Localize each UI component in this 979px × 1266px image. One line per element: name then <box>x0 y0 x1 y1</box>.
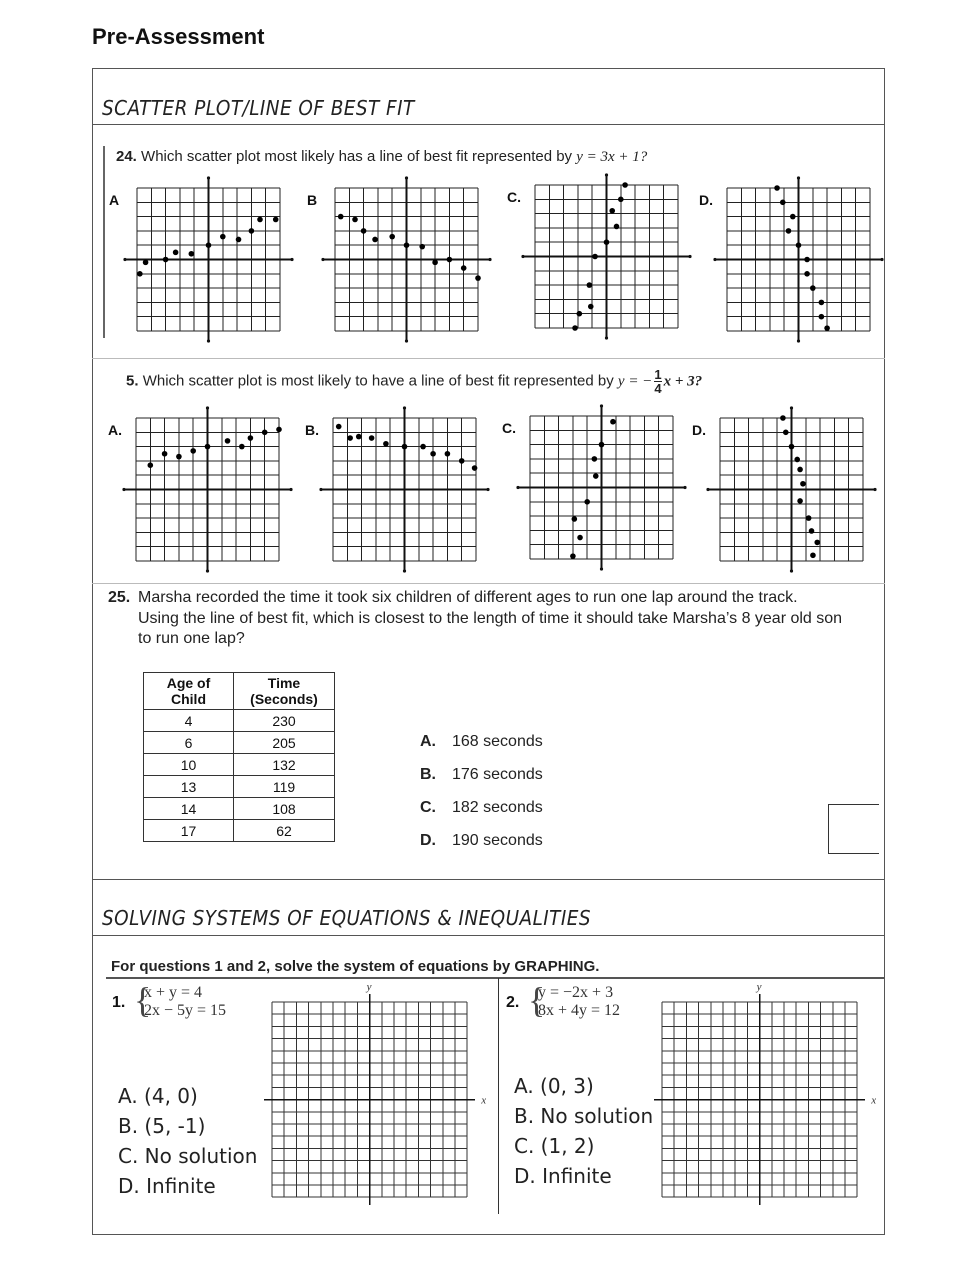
data-point <box>273 217 279 223</box>
cell-time: 108 <box>234 798 335 820</box>
data-point <box>819 314 825 320</box>
choice-b[interactable]: B. (5, -1) <box>118 1114 206 1138</box>
table-row <box>144 710 335 732</box>
data-point <box>148 462 154 468</box>
data-point <box>599 442 605 448</box>
q5-scatter-plot-3[interactable] <box>705 406 878 573</box>
axis-arrow <box>683 486 686 489</box>
data-point <box>239 444 245 450</box>
data-point <box>618 197 624 203</box>
equation-2: 2x − 5y = 15 <box>144 1002 227 1019</box>
cell-age: 4 <box>144 710 234 732</box>
data-point <box>236 237 242 243</box>
question-24 <box>116 148 647 166</box>
divider <box>92 879 885 880</box>
problem-number: 1. <box>112 994 126 1011</box>
table-row <box>144 798 335 820</box>
problem-number: 2. <box>506 994 520 1011</box>
q24-plot-label[interactable]: D. <box>699 192 713 208</box>
axis-arrow <box>873 488 876 491</box>
fraction-numerator: 1 <box>654 367 662 382</box>
data-point <box>461 265 467 271</box>
data-point <box>356 434 362 440</box>
axis-arrow <box>880 258 883 261</box>
divider <box>92 935 885 936</box>
choice-a[interactable]: A. (0, 3) <box>514 1074 594 1098</box>
q24-plot-label[interactable]: C. <box>507 189 521 205</box>
equation-suffix: x + 3? <box>663 373 703 390</box>
y-axis-label: y <box>366 982 372 993</box>
data-point <box>783 430 789 436</box>
axis-arrow <box>207 176 210 179</box>
data-point <box>389 234 395 240</box>
data-point <box>786 228 792 234</box>
axis-arrow <box>207 339 210 342</box>
data-point <box>459 458 465 464</box>
question-text: Which scatter plot is most likely to have a line of best fit represented by <box>142 372 614 390</box>
axis-arrow <box>688 255 691 258</box>
q5-plot-label[interactable]: D. <box>692 422 706 438</box>
axis-arrow <box>516 486 519 489</box>
data-point <box>609 208 615 214</box>
question-number: 24. <box>116 148 137 165</box>
axis-arrow <box>405 176 408 179</box>
question-text-line: Marsha recorded the time it took six children of different ages to run one lap around the track. <box>138 589 798 606</box>
axis-arrow <box>790 406 793 409</box>
data-point <box>809 528 815 534</box>
coordinate-grid-1[interactable] <box>260 982 505 1217</box>
cell-age: 14 <box>144 798 234 820</box>
q24-scatter-plot-1[interactable] <box>320 176 493 343</box>
data-point <box>220 234 226 240</box>
data-point <box>592 254 598 260</box>
q24-plot-label[interactable]: A <box>109 192 120 208</box>
axis-arrow <box>521 255 524 258</box>
choice-d[interactable]: D. Infinite <box>118 1174 216 1198</box>
data-point <box>276 427 282 433</box>
answer-choices-25 <box>420 725 543 857</box>
axis-arrow <box>605 336 608 339</box>
axis-arrow <box>600 567 603 570</box>
x-axis-label: x <box>871 1094 877 1107</box>
choice-c[interactable]: C. No solution <box>118 1144 258 1168</box>
section-heading-systems: SOLVING SYSTEMS OF EQUATIONS & INEQUALITIES <box>102 906 591 930</box>
axis-arrow <box>706 488 709 491</box>
data-point <box>404 242 410 248</box>
data-point <box>804 271 810 277</box>
divider <box>92 583 885 584</box>
data-point <box>604 239 610 245</box>
data-point <box>445 451 451 457</box>
axis-arrow <box>797 339 800 342</box>
divider <box>92 124 885 125</box>
axis-arrow <box>319 488 322 491</box>
section-heading-scatter: SCATTER PLOT/LINE OF BEST FIT <box>102 96 415 120</box>
data-point <box>383 441 389 447</box>
axis-arrow <box>123 258 126 261</box>
axis-arrow <box>206 569 209 572</box>
data-point <box>789 444 795 450</box>
data-point <box>447 257 453 263</box>
axis-arrow <box>405 339 408 342</box>
choice-a[interactable]: A. 168 seconds <box>420 733 543 750</box>
q5-plot-label[interactable]: A. <box>108 422 122 438</box>
data-point <box>577 535 583 541</box>
data-point <box>577 311 583 317</box>
table-row <box>144 776 335 798</box>
data-point <box>163 257 169 263</box>
data-point <box>593 473 599 479</box>
data-point <box>592 456 598 462</box>
data-point <box>572 516 578 522</box>
fraction-denominator: 4 <box>654 381 662 396</box>
equation-2: 8x + 4y = 12 <box>538 1002 621 1019</box>
data-point <box>796 242 802 248</box>
cell-time: 132 <box>234 754 335 776</box>
choice-a[interactable]: A. (4, 0) <box>118 1084 198 1108</box>
equation: y = 3x + 1? <box>576 149 648 165</box>
axis-arrow <box>206 406 209 409</box>
coordinate-grid-2[interactable] <box>650 982 895 1217</box>
data-point <box>780 415 786 421</box>
equation-1: y = −2x + 3 <box>538 984 614 1001</box>
choice-c[interactable]: C. (1, 2) <box>514 1134 595 1158</box>
question-text-line: Using the line of best fit, which is closest to the length of time it should take Marsha’s 8 year old son <box>138 609 843 627</box>
axis-arrow <box>321 258 324 261</box>
axis-arrow <box>486 488 489 491</box>
data-point <box>369 435 375 441</box>
data-point <box>610 419 616 425</box>
axis-arrow <box>290 258 293 261</box>
cell-time: 205 <box>234 732 335 754</box>
data-point <box>338 214 344 220</box>
data-point <box>432 260 438 266</box>
equation-1: x + y = 4 <box>144 984 203 1001</box>
axis-arrow <box>122 488 125 491</box>
column-header-age: Age of Child <box>144 673 234 710</box>
data-point <box>780 200 786 206</box>
column-header-time: Time (Seconds) <box>234 673 335 710</box>
data-point <box>614 224 620 230</box>
data-point <box>419 244 425 250</box>
q24-scatter-plot-2[interactable] <box>520 173 693 340</box>
table-row <box>144 820 335 842</box>
x-axis-label: x <box>481 1094 487 1107</box>
question-margin-bar <box>103 146 105 338</box>
choice-d[interactable]: D. 190 seconds <box>420 832 543 849</box>
data-point <box>137 271 143 277</box>
q5-plot-label[interactable]: C. <box>502 420 516 436</box>
data-point <box>810 552 816 558</box>
divider <box>92 358 885 359</box>
data-point <box>352 217 358 223</box>
q5-scatter-plot-2[interactable] <box>515 404 688 571</box>
data-point <box>402 444 408 450</box>
fraction <box>654 368 661 395</box>
cell-age: 6 <box>144 732 234 754</box>
data-point <box>797 467 803 473</box>
cell-time: 230 <box>234 710 335 732</box>
data-point <box>143 260 149 266</box>
data-point <box>205 444 211 450</box>
data-point <box>810 285 816 291</box>
data-point <box>790 214 796 220</box>
brace-icon: { <box>528 980 546 1020</box>
cell-time: 119 <box>234 776 335 798</box>
data-point <box>206 242 212 248</box>
axis-arrow <box>605 173 608 176</box>
page-title: Pre-Assessment <box>92 24 265 49</box>
data-point <box>372 237 378 243</box>
table-row <box>144 732 335 754</box>
question-25 <box>108 588 842 650</box>
axis-arrow <box>403 406 406 409</box>
q5-scatter-plot-0[interactable] <box>121 406 294 573</box>
data-point <box>249 228 255 234</box>
data-point <box>189 251 195 257</box>
problem-1-choices <box>118 1081 257 1201</box>
axis-arrow <box>713 258 716 261</box>
divider <box>106 977 884 979</box>
table-row <box>144 754 335 776</box>
data-point <box>794 457 800 463</box>
question-number: 5. <box>126 372 139 390</box>
cell-age: 10 <box>144 754 234 776</box>
q5-scatter-plot-1[interactable] <box>318 406 491 573</box>
data-point <box>347 435 353 441</box>
equation-prefix: y = − <box>617 373 653 390</box>
y-axis-label: y <box>756 982 762 993</box>
axis-arrow <box>403 569 406 572</box>
data-point <box>587 282 593 288</box>
data-point <box>176 454 182 460</box>
question-text-line: to run one lap? <box>138 630 245 647</box>
data-point <box>336 424 342 430</box>
axis-arrow <box>790 569 793 572</box>
question-text: Which scatter plot most likely has a line of best fit represented by <box>141 148 573 165</box>
cell-age: 17 <box>144 820 234 842</box>
axis-arrow <box>600 404 603 407</box>
data-point <box>622 182 628 188</box>
axis-arrow <box>488 258 491 261</box>
table-header-row <box>144 673 335 710</box>
data-point <box>173 250 179 256</box>
choice-b[interactable]: B. 176 seconds <box>420 766 543 783</box>
data-point <box>804 257 810 263</box>
answer-box[interactable] <box>828 804 879 854</box>
cell-time: 62 <box>234 820 335 842</box>
choice-b[interactable]: B. No solution <box>514 1104 654 1128</box>
data-point <box>361 228 367 234</box>
data-point <box>824 325 830 331</box>
data-point <box>588 304 594 310</box>
data-point <box>797 498 803 504</box>
data-point <box>806 515 812 521</box>
data-point <box>570 553 576 559</box>
data-point <box>225 438 231 444</box>
data-point <box>814 540 820 546</box>
data-point <box>800 481 806 487</box>
axis-arrow <box>797 176 800 179</box>
cell-age: 13 <box>144 776 234 798</box>
q24-scatter-plot-0[interactable] <box>122 176 295 343</box>
data-point <box>262 430 268 436</box>
data-point <box>475 275 481 281</box>
question-number: 25. <box>108 589 131 606</box>
data-point <box>162 451 168 457</box>
q24-plot-label[interactable]: B <box>307 192 318 208</box>
choice-c[interactable]: C. 182 seconds <box>420 799 543 816</box>
data-point <box>430 451 436 457</box>
systems-instruction: For questions 1 and 2, solve the system of equations by GRAPHING. <box>111 958 600 975</box>
data-point <box>584 499 590 505</box>
axis-arrow <box>289 488 292 491</box>
q24-scatter-plot-3[interactable] <box>712 176 885 343</box>
choice-d[interactable]: D. Infinite <box>514 1164 612 1188</box>
data-point <box>472 465 478 471</box>
q5-plot-label[interactable]: B. <box>305 422 319 438</box>
data-point <box>572 325 578 331</box>
data-point <box>257 217 263 223</box>
data-point <box>819 300 825 306</box>
age-time-table <box>143 672 335 842</box>
data-point <box>420 444 426 450</box>
data-point <box>248 435 254 441</box>
question-5 <box>126 368 702 395</box>
brace-icon: { <box>134 980 152 1020</box>
data-point <box>190 448 196 454</box>
data-point <box>774 185 780 191</box>
problem-2-choices <box>514 1071 653 1191</box>
